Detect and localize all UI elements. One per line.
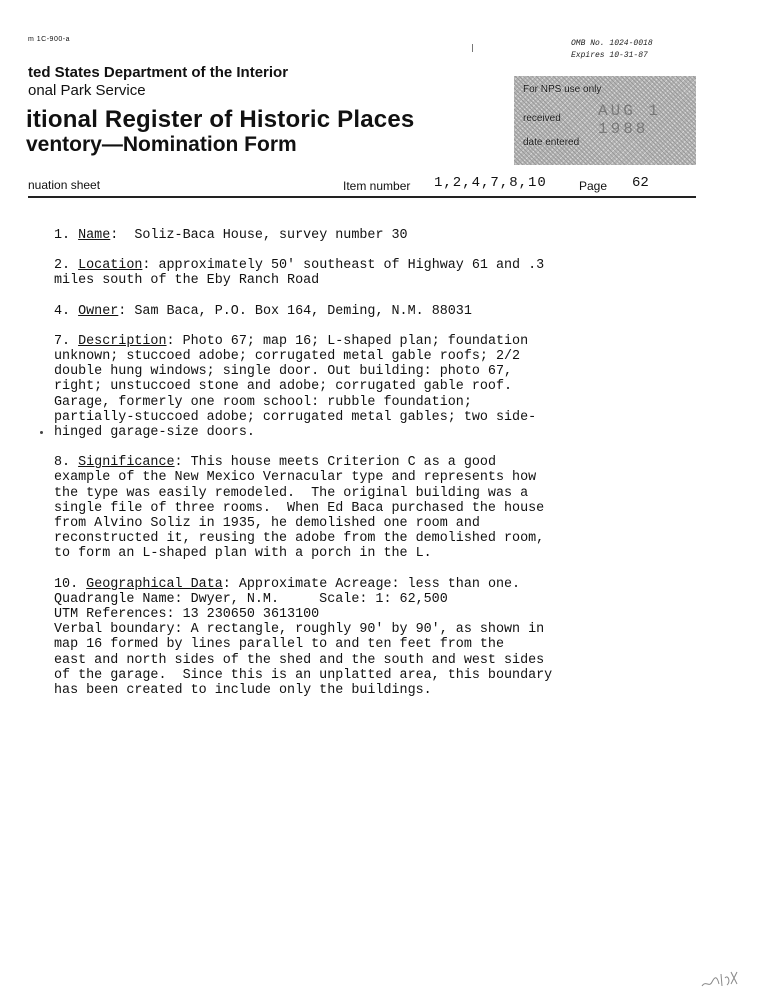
section-owner (54, 304, 552, 319)
section-line: Quadrangle Name: Dwyer, N.M. Scale: 1: 62,500 (54, 591, 448, 607)
section-location (54, 258, 552, 288)
section-line: to form an L-shaped plan with a porch in the L. (54, 546, 432, 562)
section-line: double hung windows; single door. Out building: photo 67, (54, 364, 513, 380)
section-heading: Description (78, 333, 167, 349)
section-line: partially-stuccoed adobe; corrugated metal gables; two side- (54, 409, 537, 425)
section-number: 8. (54, 455, 79, 471)
form-title-line2: ventory—Nomination Form (26, 133, 297, 156)
header-divider (28, 196, 696, 198)
section-line: map 16 formed by lines parallel to and ten feet from the (54, 637, 504, 653)
form-number: m 1C-900-a (28, 36, 70, 43)
received-stamp: AUG 1 1988 (598, 102, 662, 138)
omb-number (571, 38, 653, 62)
section-line: : Approximate Acreage: less than one. (222, 576, 521, 592)
section-line: unknown; stuccoed adobe; corrugated metal gable roofs; 2/2 (54, 349, 521, 365)
section-line: the type was easily remodeled. The original building was a (54, 485, 529, 501)
scan-speck (40, 431, 43, 434)
section-number: 4. (54, 303, 79, 319)
section-line: east and north sides of the shed and the south and west sides (54, 652, 545, 668)
section-line: hinged garage-size doors. (54, 425, 255, 441)
handwritten-mark (700, 966, 740, 992)
omb-no: OMB No. 1024-0018 (571, 39, 653, 48)
section-description (54, 334, 552, 440)
section-line: : Sam Baca, P.O. Box 164, Deming, N.M. 88031 (118, 303, 472, 319)
service-name: onal Park Service (28, 82, 146, 99)
section-number: 1. (54, 228, 79, 243)
section-number: 10. (54, 576, 87, 592)
nps-use-only-label: For NPS use only (523, 84, 602, 95)
section-significance (54, 455, 552, 561)
section-line: miles south of the Eby Ranch Road (54, 273, 320, 289)
section-line: : Photo 67; map 16; L-shaped plan; foundation (166, 333, 529, 349)
scan-mark (472, 44, 473, 52)
item-number-value: 1,2,4,7,8,10 (434, 175, 547, 191)
section-geographical-data (54, 577, 552, 699)
section-line: : Soliz-Baca House, survey number 30 (110, 228, 408, 243)
section-line: : approximately 50' southeast of Highway 61 and .3 (142, 258, 545, 274)
department-name: ted States Department of the Interior (28, 64, 289, 81)
section-line: single file of three rooms. When Ed Baca purchased the house (54, 500, 545, 516)
section-line: of the garage. Since this is an unplatted area, this boundary (54, 667, 553, 683)
section-heading: Name (78, 228, 111, 243)
section-line: has been created to include only the buildings. (54, 683, 432, 699)
section-heading: Owner (78, 303, 119, 319)
section-number: 7. (54, 333, 79, 349)
form-title-line1: itional Register of Historic Places (26, 106, 415, 133)
section-line: : This house meets Criterion C as a good (174, 455, 496, 471)
section-line: Garage, formerly one room school: rubble foundation; (54, 394, 472, 410)
page-number-value: 62 (632, 175, 649, 191)
nps-use-only-box (514, 76, 696, 165)
date-entered-label: date entered (523, 137, 580, 148)
continuation-sheet-label: nuation sheet (28, 178, 101, 192)
section-heading: Location (78, 258, 143, 274)
nomination-body (54, 228, 552, 713)
section-line: from Alvino Soliz in 1935, he demolished one room and (54, 516, 480, 532)
section-line: UTM References: 13 230650 3613100 (54, 607, 320, 623)
section-line: reconstructed it, reusing the adobe from the demolished room, (54, 531, 545, 547)
section-line: right; unstuccoed stone and adobe; corrugated gable roof. (54, 379, 513, 395)
section-heading: Significance (78, 455, 175, 471)
received-label: received (523, 113, 561, 124)
section-number: 2. (54, 258, 79, 274)
section-line: Verbal boundary: A rectangle, roughly 90' by 90', as shown in (54, 622, 545, 638)
item-number-label: Item number (343, 179, 411, 193)
section-line: example of the New Mexico Vernacular type and represents how (54, 470, 537, 486)
omb-expires: Expires 10-31-87 (571, 51, 648, 60)
section-heading: Geographical Data (86, 576, 223, 592)
page-label: Page (579, 179, 608, 193)
section-name (54, 228, 552, 243)
